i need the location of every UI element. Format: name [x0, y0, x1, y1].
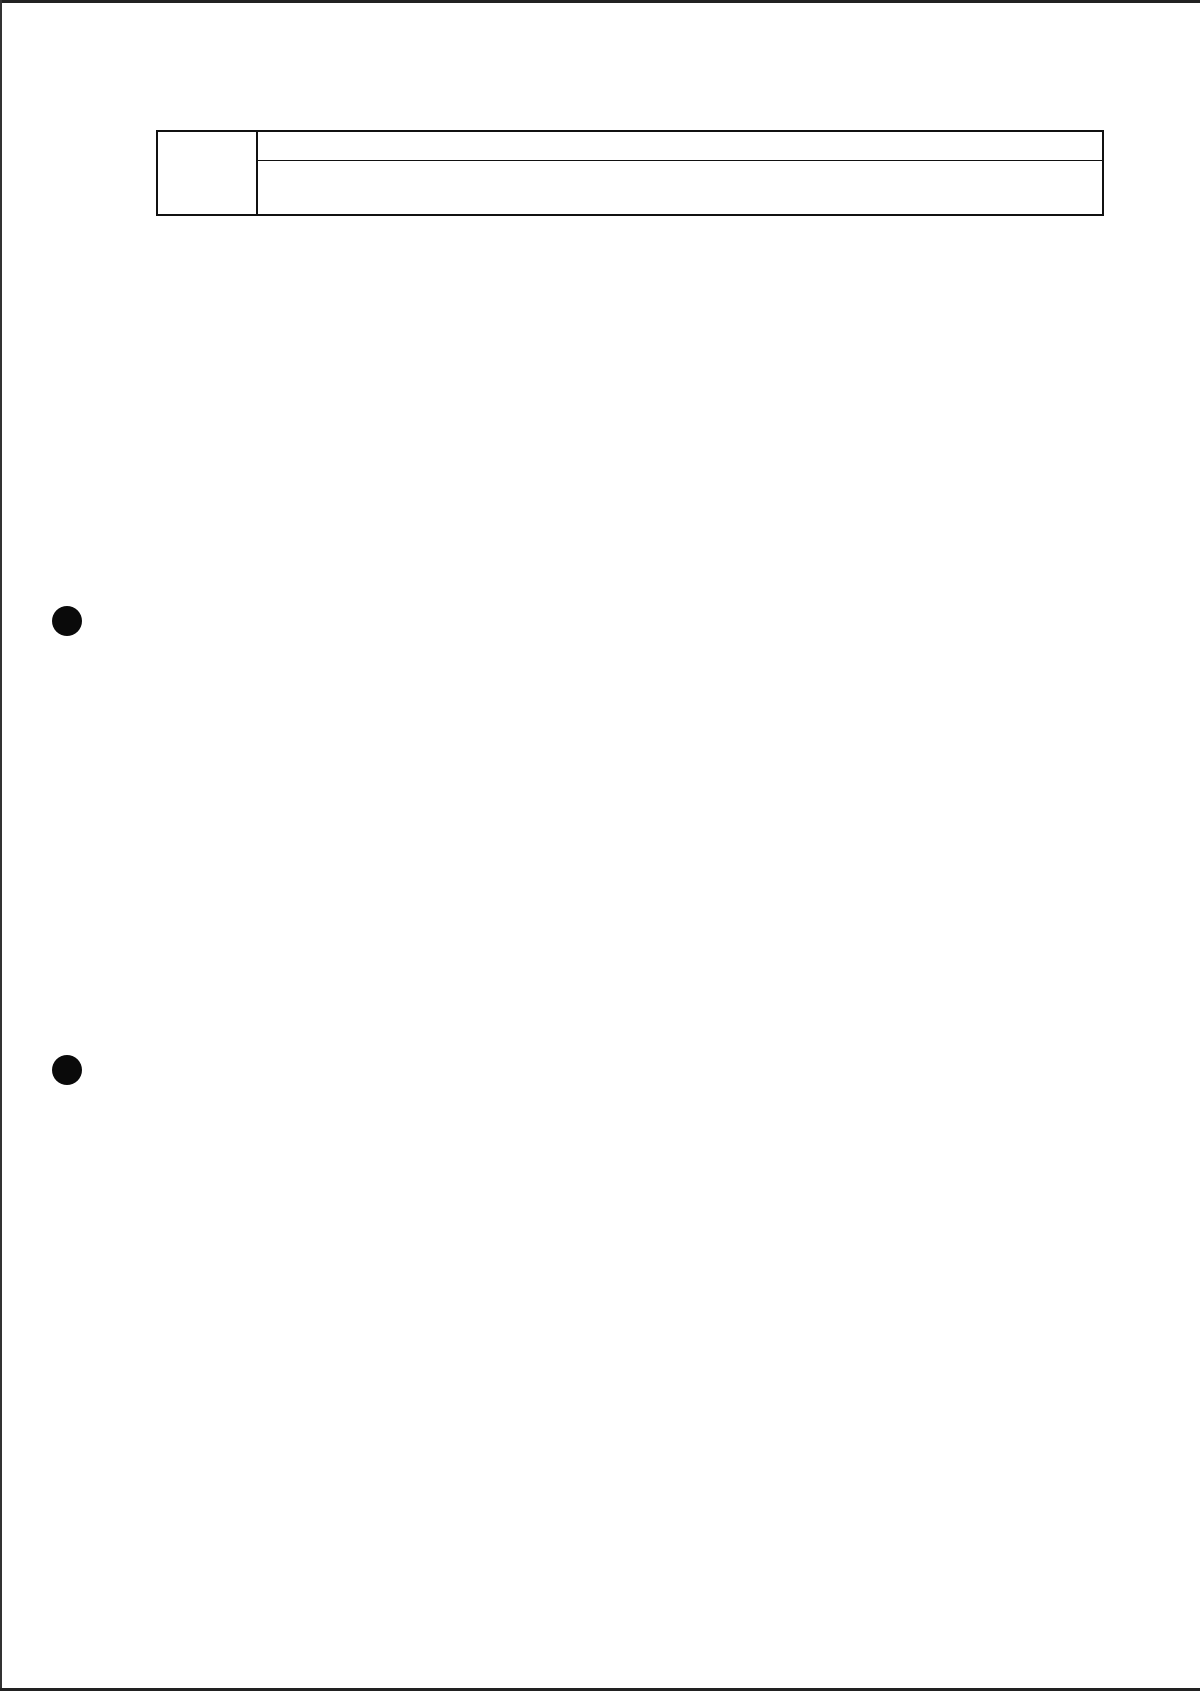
punch-hole-mark — [52, 606, 82, 636]
scan-edge-top — [0, 0, 1200, 3]
distance-heading-rule — [258, 160, 1104, 161]
punch-hole-mark — [52, 1055, 82, 1085]
scan-edge-left — [0, 0, 2, 1691]
distance-heading — [258, 132, 1104, 160]
